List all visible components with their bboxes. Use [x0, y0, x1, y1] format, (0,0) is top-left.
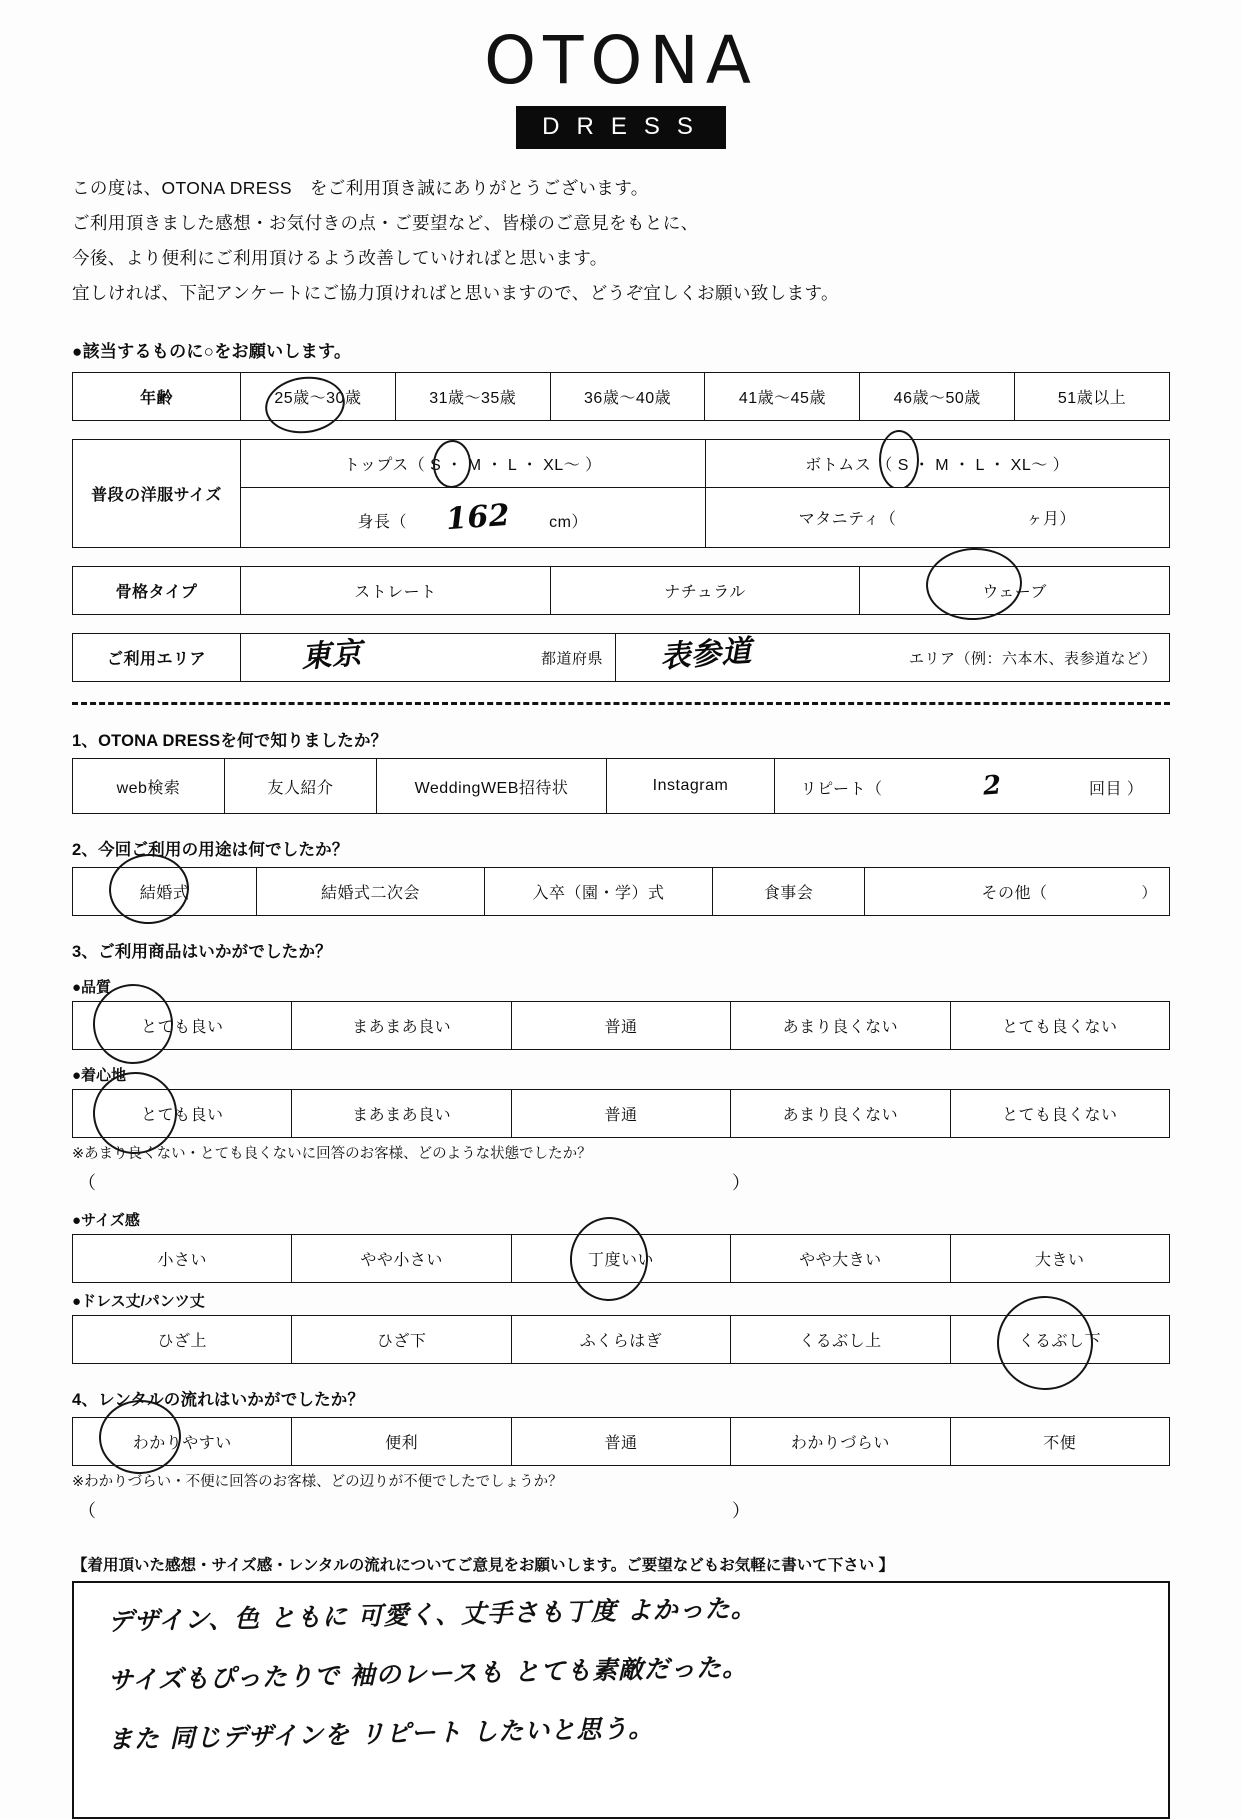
comment-line-1: デザイン、色 ともに 可愛く、丈手さも丁度 よかった。 — [107, 1593, 758, 1636]
body-type-option-label: ウェーブ — [982, 584, 1047, 601]
logo-sub-text: DRESS — [516, 106, 726, 149]
q1-option-friend-referral[interactable]: 友人紹介 — [225, 759, 377, 814]
area-hint: エリア（例：六本木、表参道など） — [908, 650, 1157, 667]
height-value-handwritten: 162 — [444, 497, 512, 538]
prefecture-hint: 都道府県 — [540, 650, 603, 667]
paren-open: （ — [78, 1173, 96, 1193]
q1-repeat-suffix: 回目 ） — [1088, 781, 1144, 798]
body-type-option-straight[interactable]: ストレート — [241, 567, 551, 615]
prefecture-cell[interactable] — [241, 634, 616, 682]
body-type-table — [72, 566, 1170, 615]
maternity-cell[interactable] — [705, 488, 1170, 548]
q1-option-web-search[interactable]: web検索 — [73, 759, 225, 814]
q3-length-table — [72, 1315, 1170, 1364]
age-option-25-30[interactable] — [241, 373, 396, 421]
comfort-option-very-bad[interactable]: とても良くない — [950, 1090, 1169, 1138]
maternity-unit: ヶ月） — [1026, 511, 1076, 528]
area-name-cell[interactable] — [616, 634, 1170, 682]
q3-comfort-bullet: ●着心地 — [72, 1067, 127, 1084]
quality-option-normal[interactable]: 普通 — [511, 1002, 730, 1050]
flow-option-confusing[interactable]: わかりづらい — [731, 1418, 950, 1466]
brand-logo — [0, 0, 1242, 149]
table-row — [73, 373, 1170, 421]
age-option-46-50[interactable]: 46歳～50歳 — [860, 373, 1015, 421]
q3-quality-table — [72, 1001, 1170, 1050]
quality-option-label: とても良い — [140, 1019, 224, 1036]
clothing-size-table — [72, 439, 1170, 548]
q2-option-dining[interactable]: 食事会 — [713, 868, 865, 916]
quality-option-not-very-good[interactable]: あまり良くない — [731, 1002, 950, 1050]
length-option-above-knee[interactable]: ひざ上 — [73, 1316, 292, 1364]
q2-option-other[interactable] — [865, 868, 1170, 916]
length-option-above-ankle[interactable]: くるぶし上 — [731, 1316, 950, 1364]
height-cell[interactable] — [241, 488, 706, 548]
height-label: 身長（ — [357, 514, 408, 531]
paren-close: ） — [732, 1501, 750, 1521]
dashed-divider — [72, 702, 1170, 705]
maternity-label: マタニティ（ — [798, 511, 897, 528]
q1-option-instagram[interactable]: Instagram — [607, 759, 775, 814]
table-row — [73, 1418, 1170, 1466]
q1-option-wedding-web[interactable]: WeddingWEB招待状 — [377, 759, 607, 814]
quality-option-very-bad[interactable]: とても良くない — [950, 1002, 1169, 1050]
size-option-slightly-large[interactable]: やや大きい — [731, 1235, 950, 1283]
paren-close: ） — [732, 1173, 750, 1193]
table-row — [73, 1235, 1170, 1283]
age-table — [72, 372, 1170, 421]
q1-table — [72, 758, 1170, 814]
length-option-below-knee[interactable]: ひざ下 — [292, 1316, 511, 1364]
table-row — [73, 567, 1170, 615]
size-option-small[interactable]: 小さい — [73, 1235, 292, 1283]
intro-line-1: この度は、OTONA DRESS をご利用頂き誠にありがとうございます。 — [72, 178, 649, 198]
size-option-slightly-small[interactable]: やや小さい — [292, 1235, 511, 1283]
q3-comfort-note-field[interactable] — [72, 1169, 1170, 1195]
q2-table — [72, 867, 1170, 916]
table-row — [73, 1316, 1170, 1364]
q2-other-suffix: ） — [1141, 884, 1157, 901]
q1-option-repeat[interactable] — [775, 759, 1170, 814]
table-row — [73, 440, 1170, 488]
q3-size-feel-bullet: ●サイズ感 — [72, 1212, 140, 1229]
table-row — [73, 1090, 1170, 1138]
comments-box[interactable] — [72, 1581, 1170, 1819]
comfort-option-not-very-good[interactable]: あまり良くない — [731, 1090, 950, 1138]
table-row — [73, 868, 1170, 916]
body-type-row-label: 骨格タイプ — [73, 567, 241, 615]
q3-length-bullet: ●ドレス丈/パンツ丈 — [72, 1293, 205, 1310]
q2-other-label: その他（ — [981, 885, 1048, 902]
size-option-label: 丁度いい — [587, 1252, 654, 1269]
area-row-label: ご利用エリア — [73, 634, 241, 682]
q2-title: 2、今回ご利用の用途は何でしたか？ — [72, 841, 349, 859]
tops-size-label: トップス（ S ・ M ・ L ・ XL～ ） — [343, 457, 602, 474]
flow-option-normal[interactable]: 普通 — [511, 1418, 730, 1466]
table-row — [73, 759, 1170, 814]
comfort-option-label: とても良い — [140, 1107, 224, 1124]
area-value-handwritten: 表参道 — [659, 633, 753, 676]
intro-line-4: 宜しければ、下記アンケートにご協力頂ければと思いますので、どうぞ宜しくお願い致します。 — [72, 283, 839, 303]
body-type-option-natural[interactable]: ナチュラル — [550, 567, 860, 615]
size-option-just-right[interactable] — [511, 1235, 730, 1283]
age-option-label: 25歳～30歳 — [274, 390, 362, 407]
length-option-calf[interactable]: ふくらはぎ — [511, 1316, 730, 1364]
intro-paragraph — [72, 171, 1242, 311]
age-option-41-45[interactable]: 41歳～45歳 — [705, 373, 860, 421]
height-unit: cm） — [549, 514, 588, 531]
flow-option-easy[interactable] — [73, 1418, 292, 1466]
age-option-31-35[interactable]: 31歳～35歳 — [395, 373, 550, 421]
quality-option-very-good[interactable] — [73, 1002, 292, 1050]
body-type-option-wave[interactable] — [860, 567, 1170, 615]
comments-heading: 【着用頂いた感想・サイズ感・レンタルの流れについてご意見をお願いします。ご要望などもお気軽に書いて下さい 】 — [72, 1557, 895, 1574]
q3-comfort-note: ※あまり良くない・とても良くないに回答のお客様、どのような状態でしたか？ — [72, 1146, 592, 1162]
flow-option-convenient[interactable]: 便利 — [292, 1418, 511, 1466]
prefecture-value-handwritten: 東京 — [300, 635, 364, 676]
q3-quality-bullet: ●品質 — [72, 979, 112, 996]
circle-instruction: ●該当するものに○をお願いします。 — [72, 342, 352, 361]
comfort-option-very-good[interactable] — [73, 1090, 292, 1138]
q1-title: 1、OTONA DRESSを何で知りましたか？ — [72, 732, 388, 750]
comment-line-2: サイズもぴったりで 袖のレースも とても素敵だった。 — [107, 1652, 749, 1695]
q4-title: 4、レンタルの流れはいかがでしたか？ — [72, 1391, 365, 1409]
q2-option-wedding[interactable] — [73, 868, 257, 916]
table-row — [73, 1002, 1170, 1050]
q3-size-feel-table — [72, 1234, 1170, 1283]
q2-option-after-party[interactable]: 結婚式二次会 — [257, 868, 485, 916]
flow-option-label: わかりやすい — [132, 1435, 232, 1452]
length-option-below-ankle[interactable] — [950, 1316, 1169, 1364]
comment-line-3: また 同じデザインを リピート したいと思う。 — [107, 1713, 655, 1754]
q4-note-field[interactable] — [72, 1497, 1170, 1523]
clothing-size-row-label: 普段の洋服サイズ — [73, 440, 241, 548]
q4-table — [72, 1417, 1170, 1466]
length-option-label: くるぶし下 — [1018, 1333, 1102, 1350]
q3-comfort-table — [72, 1089, 1170, 1138]
logo-main-text: OTONA — [484, 22, 758, 99]
comfort-option-fairly-good[interactable]: まあまあ良い — [292, 1090, 511, 1138]
table-row — [73, 634, 1170, 682]
flow-option-inconvenient[interactable]: 不便 — [950, 1418, 1169, 1466]
bottoms-size-cell[interactable] — [705, 440, 1170, 488]
age-option-36-40[interactable]: 36歳～40歳 — [550, 373, 705, 421]
q2-option-ceremony[interactable]: 入卒（園・学）式 — [485, 868, 713, 916]
quality-option-fairly-good[interactable]: まあまあ良い — [292, 1002, 511, 1050]
q4-note: ※わかりづらい・不便に回答のお客様、どの辺りが不便でしたでしょうか？ — [72, 1474, 563, 1490]
age-row-label: 年齢 — [73, 373, 241, 421]
comfort-option-normal[interactable]: 普通 — [511, 1090, 730, 1138]
paren-open: （ — [78, 1501, 96, 1521]
intro-line-3: 今後、より便利にご利用頂けるよう改善していければと思います。 — [72, 248, 608, 268]
q1-repeat-label: リピート（ — [800, 781, 883, 798]
q2-option-label: 結婚式 — [139, 885, 190, 902]
age-option-51-plus[interactable]: 51歳以上 — [1015, 373, 1170, 421]
area-table — [72, 633, 1170, 682]
intro-line-2: ご利用頂きました感想・お気付きの点・ご要望など、皆様のご意見をもとに、 — [72, 213, 699, 233]
bottoms-size-label: ボトムス （ S ・ M ・ L ・ XL～ ） — [805, 457, 1070, 474]
q3-title: 3、ご利用商品はいかがでしたか？ — [72, 943, 332, 961]
tops-size-cell[interactable] — [241, 440, 706, 488]
size-option-large[interactable]: 大きい — [950, 1235, 1169, 1283]
q1-repeat-value-handwritten: 2 — [982, 770, 1004, 802]
